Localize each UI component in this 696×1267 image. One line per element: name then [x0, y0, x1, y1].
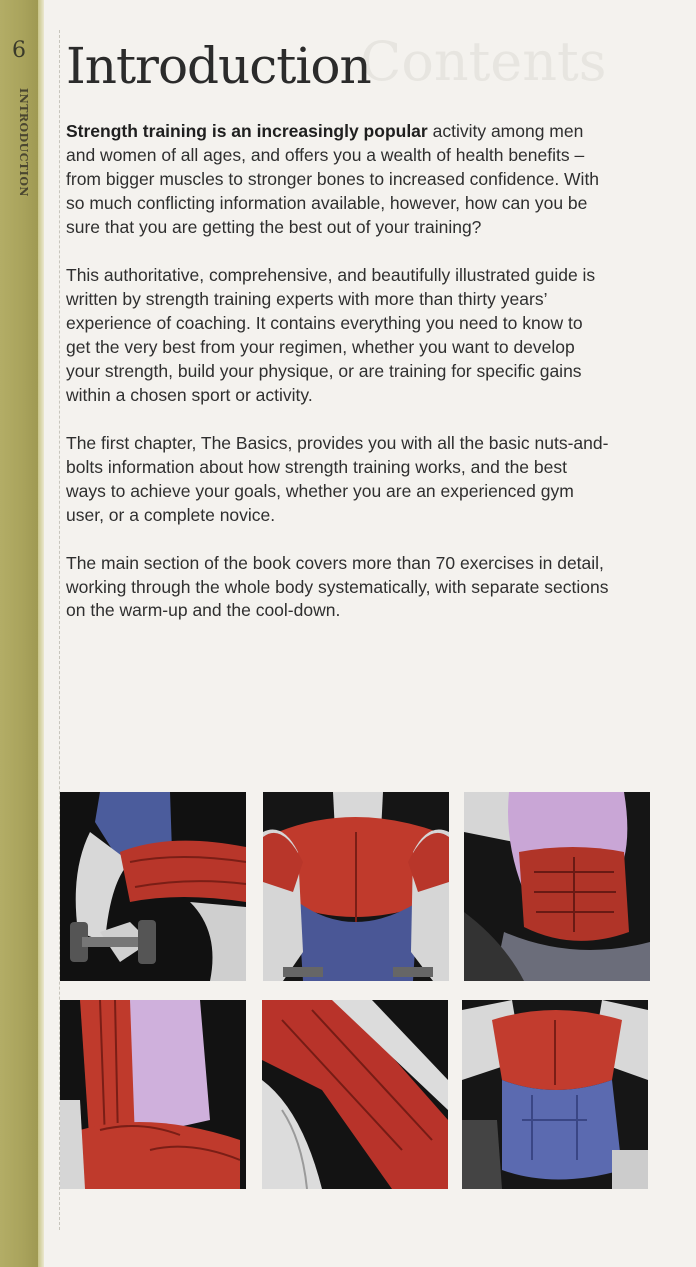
intro-paragraph-4	[66, 552, 611, 624]
page-number: 6	[12, 38, 26, 63]
running-head: INTRODUCTION	[17, 88, 30, 197]
shoulder-shrug-illustration	[263, 792, 449, 981]
lunge-leg-illustration	[262, 1000, 448, 1189]
main-content	[66, 30, 611, 647]
intro-paragraph-2	[66, 264, 611, 408]
dumbbell-row-illustration	[60, 792, 246, 981]
back-extension-illustration	[60, 1000, 246, 1189]
paragraph-text: The first chapter, The Basics, provides you with all the basic nuts-and-bolts information about how strength training works, and the best ways to achieve your goals, whether you are an experienced gym user, or a complete novice.	[66, 432, 609, 525]
show-through-text: Contents	[360, 30, 607, 93]
paragraph-text: This authoritative, comprehensive, and beautifully illustrated guide is written by strength training experts with more than thirty years’ experience of coaching. It contains everything you need to know to get the very best from your regimen, whether you want to develop your strength, build your physique, or are training for specific gains within a chosen sport or activity.	[66, 264, 596, 405]
page-title: Introduction	[66, 37, 371, 95]
intro-paragraph-1	[66, 120, 611, 240]
abdominal-crunch-illustration	[464, 792, 650, 981]
paragraph-text: The main section of the book covers more than 70 exercises in detail, working through the whole body systematically, with separate sections on the warm-up and the cool-down.	[66, 552, 609, 621]
lead-in-text: Strength training is an increasingly popular	[66, 121, 428, 141]
illustration-grid	[60, 792, 650, 1190]
intro-paragraph-3	[66, 432, 611, 528]
band-edge	[38, 0, 44, 1267]
chest-press-illustration	[462, 1000, 648, 1189]
paragraph-text: activity among men and women of all ages, and offers you a wealth of health benefits – from bigger muscles to stronger bones to increased confidence. With so much conflicting information available, however, how can you be sure that you are getting the best out of your training?	[66, 121, 600, 237]
